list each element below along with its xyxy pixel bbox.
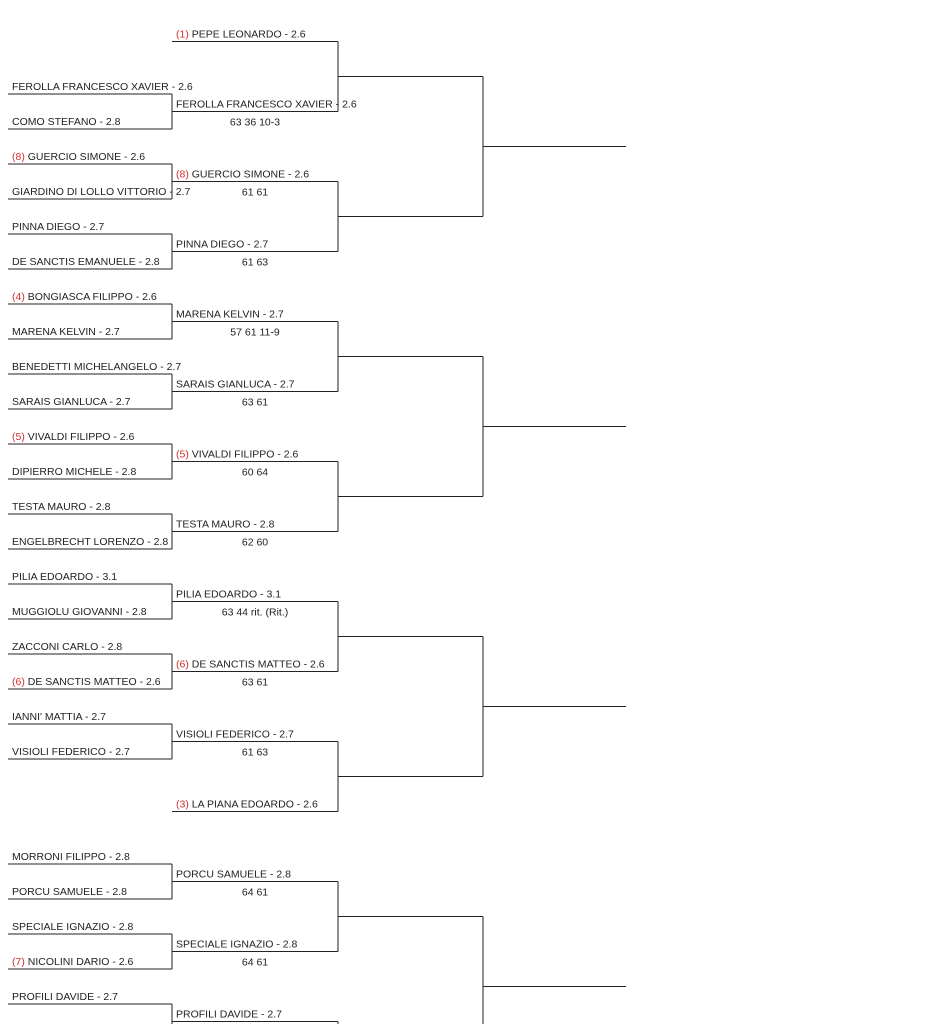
second-round-player <box>176 589 281 601</box>
player-name: SPECIALE IGNAZIO - 2.8 <box>12 921 134 933</box>
player-name: BENEDETTI MICHELANGELO - 2.7 <box>12 361 182 373</box>
player-name: LA PIANA EDOARDO - 2.6 <box>191 798 318 811</box>
player-name: DIPIERRO MICHELE - 2.8 <box>12 466 137 478</box>
second-round-player <box>176 169 309 181</box>
player-name: PROFILI DAVIDE - 2.7 <box>176 1008 282 1021</box>
second-round-player <box>176 99 357 111</box>
player-name: PORCU SAMUELE - 2.8 <box>12 886 127 898</box>
seed-number: (1) <box>176 28 189 41</box>
player-name: PILIA EDOARDO - 3.1 <box>12 571 118 583</box>
player-name: COMO STEFANO - 2.8 <box>12 116 121 128</box>
first-round-player <box>12 431 135 443</box>
first-round-player <box>12 956 134 968</box>
first-round-player <box>12 746 130 758</box>
player-name: GIARDINO DI LOLLO VITTORIO - 2.7 <box>12 186 191 198</box>
first-round-player <box>12 921 134 933</box>
first-round-player <box>12 571 117 583</box>
player-name: TESTA MAURO - 2.8 <box>12 501 111 513</box>
player-name: ZACCONI CARLO - 2.8 <box>12 641 123 653</box>
second-round-player <box>176 799 318 811</box>
player-name: MARENA KELVIN - 2.7 <box>12 326 120 338</box>
match-score: 60 64 <box>241 466 269 479</box>
player-name: MUGGIOLU GIOVANNI - 2.8 <box>12 606 147 618</box>
first-round-player <box>12 291 157 303</box>
seed-number: (8) <box>12 151 25 163</box>
seed-number: (3) <box>176 798 189 811</box>
seed-number: (6) <box>12 676 25 688</box>
player-name: SPECIALE IGNAZIO - 2.8 <box>176 938 298 951</box>
match-score: 64 61 <box>241 886 269 899</box>
player-name: TESTA MAURO - 2.8 <box>176 518 275 531</box>
seed-number: (7) <box>12 956 25 968</box>
match-score: 61 61 <box>241 186 269 199</box>
seed-number: (5) <box>176 448 189 461</box>
player-name: SARAIS GIANLUCA - 2.7 <box>12 396 131 408</box>
player-name: FEROLLA FRANCESCO XAVIER - 2.6 <box>176 98 357 111</box>
match-score: 63 61 <box>241 676 269 689</box>
second-round-player <box>176 939 298 951</box>
player-name: DE SANCTIS MATTEO - 2.6 <box>191 658 325 671</box>
first-round-player <box>12 886 127 898</box>
first-round-player <box>12 396 131 408</box>
second-round-player <box>176 1009 282 1021</box>
match-score: 61 63 <box>241 256 269 269</box>
match-score: 63 36 10-3 <box>229 116 281 129</box>
second-round-player <box>176 519 275 531</box>
match-score: 57 61 11-9 <box>230 326 280 339</box>
second-round-player <box>176 309 284 321</box>
player-name: GUERCIO SIMONE - 2.6 <box>191 168 310 181</box>
first-round-player <box>12 641 122 653</box>
match-score: 61 63 <box>241 746 269 759</box>
player-name: PINNA DIEGO - 2.7 <box>176 238 269 251</box>
first-round-player <box>12 676 161 688</box>
match-score: 62 60 <box>241 536 269 549</box>
player-name: VIVALDI FILIPPO - 2.6 <box>27 431 135 443</box>
player-name: IANNI' MATTIA - 2.7 <box>12 711 106 723</box>
player-name: VISIOLI FEDERICO - 2.7 <box>176 728 294 741</box>
player-name: MARENA KELVIN - 2.7 <box>176 308 284 321</box>
first-round-player <box>12 711 106 723</box>
match-score: 63 61 <box>241 396 269 409</box>
second-round-player <box>176 729 294 741</box>
player-name: BONGIASCA FILIPPO - 2.6 <box>27 291 157 303</box>
first-round-player <box>12 221 104 233</box>
player-name: PROFILI DAVIDE - 2.7 <box>12 991 118 1003</box>
player-name: PILIA EDOARDO - 3.1 <box>176 588 282 601</box>
player-name: PINNA DIEGO - 2.7 <box>12 221 105 233</box>
first-round-player <box>12 256 160 268</box>
player-name: GUERCIO SIMONE - 2.6 <box>27 151 146 163</box>
seed-number: (5) <box>12 431 25 443</box>
first-round-player <box>12 186 191 198</box>
second-round-player <box>176 29 306 41</box>
second-round-player <box>176 659 325 671</box>
first-round-player <box>12 361 181 373</box>
player-name: DE SANCTIS MATTEO - 2.6 <box>27 676 161 688</box>
seed-number: (6) <box>176 658 189 671</box>
player-name: SARAIS GIANLUCA - 2.7 <box>176 378 295 391</box>
player-name: NICOLINI DARIO - 2.6 <box>27 956 134 968</box>
first-round-player <box>12 991 118 1003</box>
seed-number: (8) <box>176 168 189 181</box>
first-round-player <box>12 501 111 513</box>
player-name: VIVALDI FILIPPO - 2.6 <box>191 448 299 461</box>
second-round-player <box>176 449 299 461</box>
first-round-player <box>12 81 193 93</box>
player-name: PORCU SAMUELE - 2.8 <box>176 868 291 881</box>
match-score: 63 44 rit. (Rit.) <box>221 606 289 619</box>
seed-number: (4) <box>12 291 25 303</box>
first-round-player <box>12 466 136 478</box>
player-name: MORRONI FILIPPO - 2.8 <box>12 851 130 863</box>
first-round-player <box>12 116 121 128</box>
second-round-player <box>176 869 291 881</box>
first-round-player <box>12 326 120 338</box>
first-round-player <box>12 851 130 863</box>
player-name: DE SANCTIS EMANUELE - 2.8 <box>12 256 160 268</box>
player-name: VISIOLI FEDERICO - 2.7 <box>12 746 130 758</box>
player-name: PEPE LEONARDO - 2.6 <box>191 28 306 41</box>
first-round-player <box>12 606 147 618</box>
match-score: 64 61 <box>241 956 269 969</box>
player-name: ENGELBRECHT LORENZO - 2.8 <box>12 536 169 548</box>
second-round-player <box>176 379 295 391</box>
first-round-player <box>12 536 168 548</box>
first-round-player <box>12 151 145 163</box>
second-round-player <box>176 239 268 251</box>
player-name: FEROLLA FRANCESCO XAVIER - 2.6 <box>12 81 193 93</box>
